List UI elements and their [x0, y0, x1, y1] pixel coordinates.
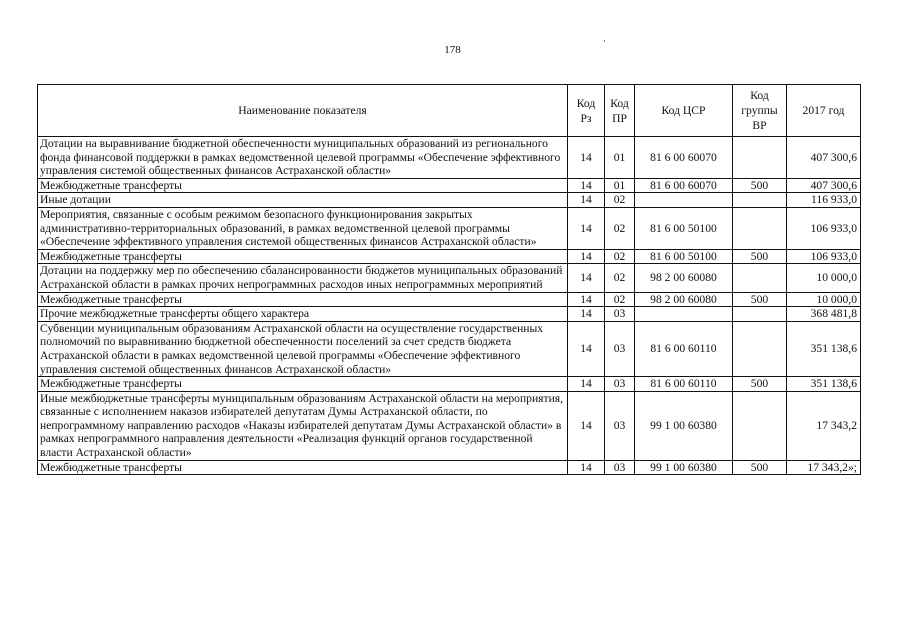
table-row	[38, 391, 861, 460]
row-pr: 03	[605, 321, 635, 376]
row-rz: 14	[568, 321, 605, 376]
row-rz: 14	[568, 264, 605, 292]
scan-mark: ·	[603, 36, 606, 46]
page-number: 178	[444, 44, 461, 56]
table-row	[38, 137, 861, 179]
row-vr	[733, 321, 787, 376]
row-vr	[733, 193, 787, 208]
row-pr: 02	[605, 193, 635, 208]
row-vr	[733, 264, 787, 292]
row-name: Мероприятия, связанные с особым режимом безопасного функционирования закрытых административно-территориальных образований, в рамках ведомственной целевой программы «Обеспечение эффективного управления системой общественных финансов Астраханской области»	[38, 207, 568, 249]
row-rz: 14	[568, 307, 605, 322]
row-vr: 500	[733, 377, 787, 392]
budget-table	[37, 84, 861, 475]
row-vr	[733, 391, 787, 460]
row-csr	[635, 307, 733, 322]
row-csr: 81 6 00 50100	[635, 207, 733, 249]
row-name: Субвенции муниципальным образованиям Астраханской области на осуществление государственных полномочий по выравниванию бюджетной обеспеченности поселений за счет средств бюджета Астраханской области в рамках ведомственной целевой программы «Обеспечение эффективного управления системой общественных финансов Астраханской области»	[38, 321, 568, 376]
row-rz: 14	[568, 377, 605, 392]
row-rz: 14	[568, 249, 605, 264]
header-csr: Код ЦСР	[635, 85, 733, 137]
table-row	[38, 321, 861, 376]
row-amount: 351 138,6	[787, 321, 861, 376]
row-pr: 01	[605, 137, 635, 179]
row-pr: 01	[605, 178, 635, 193]
row-csr: 81 6 00 60070	[635, 137, 733, 179]
table-header	[38, 85, 861, 137]
row-pr: 02	[605, 264, 635, 292]
row-csr: 81 6 00 60110	[635, 377, 733, 392]
table-row	[38, 460, 861, 475]
row-csr	[635, 193, 733, 208]
row-amount: 351 138,6	[787, 377, 861, 392]
table-row	[38, 292, 861, 307]
row-pr: 03	[605, 460, 635, 475]
row-amount: 17 343,2»;	[787, 460, 861, 475]
row-name: Межбюджетные трансферты	[38, 178, 568, 193]
row-csr: 81 6 00 50100	[635, 249, 733, 264]
row-name: Дотации на выравнивание бюджетной обеспеченности муниципальных образований из регионального фонда финансовой поддержки в рамках ведомственной целевой программы «Обеспечение эффективного управления системой общественных финансов Астраханской области»	[38, 137, 568, 179]
row-name: Межбюджетные трансферты	[38, 292, 568, 307]
table-row	[38, 264, 861, 292]
table-row	[38, 307, 861, 322]
row-amount: 368 481,8	[787, 307, 861, 322]
row-pr: 03	[605, 307, 635, 322]
row-csr: 98 2 00 60080	[635, 292, 733, 307]
row-amount: 106 933,0	[787, 249, 861, 264]
row-vr: 500	[733, 178, 787, 193]
row-pr: 03	[605, 377, 635, 392]
row-amount: 407 300,6	[787, 178, 861, 193]
row-name: Иные дотации	[38, 193, 568, 208]
row-pr: 02	[605, 292, 635, 307]
row-rz: 14	[568, 460, 605, 475]
row-vr: 500	[733, 292, 787, 307]
row-vr	[733, 137, 787, 179]
row-rz: 14	[568, 193, 605, 208]
row-pr: 03	[605, 391, 635, 460]
table-body	[38, 137, 861, 475]
row-csr: 99 1 00 60380	[635, 460, 733, 475]
row-amount: 17 343,2	[787, 391, 861, 460]
table-row	[38, 207, 861, 249]
row-amount: 106 933,0	[787, 207, 861, 249]
row-name: Межбюджетные трансферты	[38, 377, 568, 392]
row-amount: 10 000,0	[787, 292, 861, 307]
table-row	[38, 193, 861, 208]
row-vr: 500	[733, 249, 787, 264]
row-rz: 14	[568, 292, 605, 307]
row-name: Прочие межбюджетные трансферты общего характера	[38, 307, 568, 322]
row-vr	[733, 307, 787, 322]
row-name: Иные межбюджетные трансферты муниципальным образованиям Астраханской области на мероприятия, связанные с исполнением наказов избирателей депутатам Думы Астраханской области, по непрограммному направлению расходов «Наказы избирателей депутатам Думы Астраханской области» в рамках непрограммного направления деятельности «Реализация функций органов государственной власти Астраханской области»	[38, 391, 568, 460]
row-vr: 500	[733, 460, 787, 475]
header-pr: Код ПР	[605, 85, 635, 137]
row-amount: 116 933,0	[787, 193, 861, 208]
row-rz: 14	[568, 178, 605, 193]
row-csr: 98 2 00 60080	[635, 264, 733, 292]
header-rz: Код Рз	[568, 85, 605, 137]
row-rz: 14	[568, 207, 605, 249]
header-vr: Код группы ВР	[733, 85, 787, 137]
row-vr	[733, 207, 787, 249]
row-csr: 81 6 00 60110	[635, 321, 733, 376]
row-rz: 14	[568, 137, 605, 179]
row-name: Дотации на поддержку мер по обеспечению сбалансированности бюджетов муниципальных образований Астраханской области в рамках прочих непрограммных расходов иных непрограммных мероприятий	[38, 264, 568, 292]
row-csr: 81 6 00 60070	[635, 178, 733, 193]
row-amount: 10 000,0	[787, 264, 861, 292]
row-pr: 02	[605, 249, 635, 264]
row-pr: 02	[605, 207, 635, 249]
header-year: 2017 год	[787, 85, 861, 137]
row-name: Межбюджетные трансферты	[38, 249, 568, 264]
row-amount: 407 300,6	[787, 137, 861, 179]
row-rz: 14	[568, 391, 605, 460]
header-name: Наименование показателя	[38, 85, 568, 137]
row-name: Межбюджетные трансферты	[38, 460, 568, 475]
row-csr: 99 1 00 60380	[635, 391, 733, 460]
table-row	[38, 249, 861, 264]
table-row	[38, 377, 861, 392]
table-row	[38, 178, 861, 193]
